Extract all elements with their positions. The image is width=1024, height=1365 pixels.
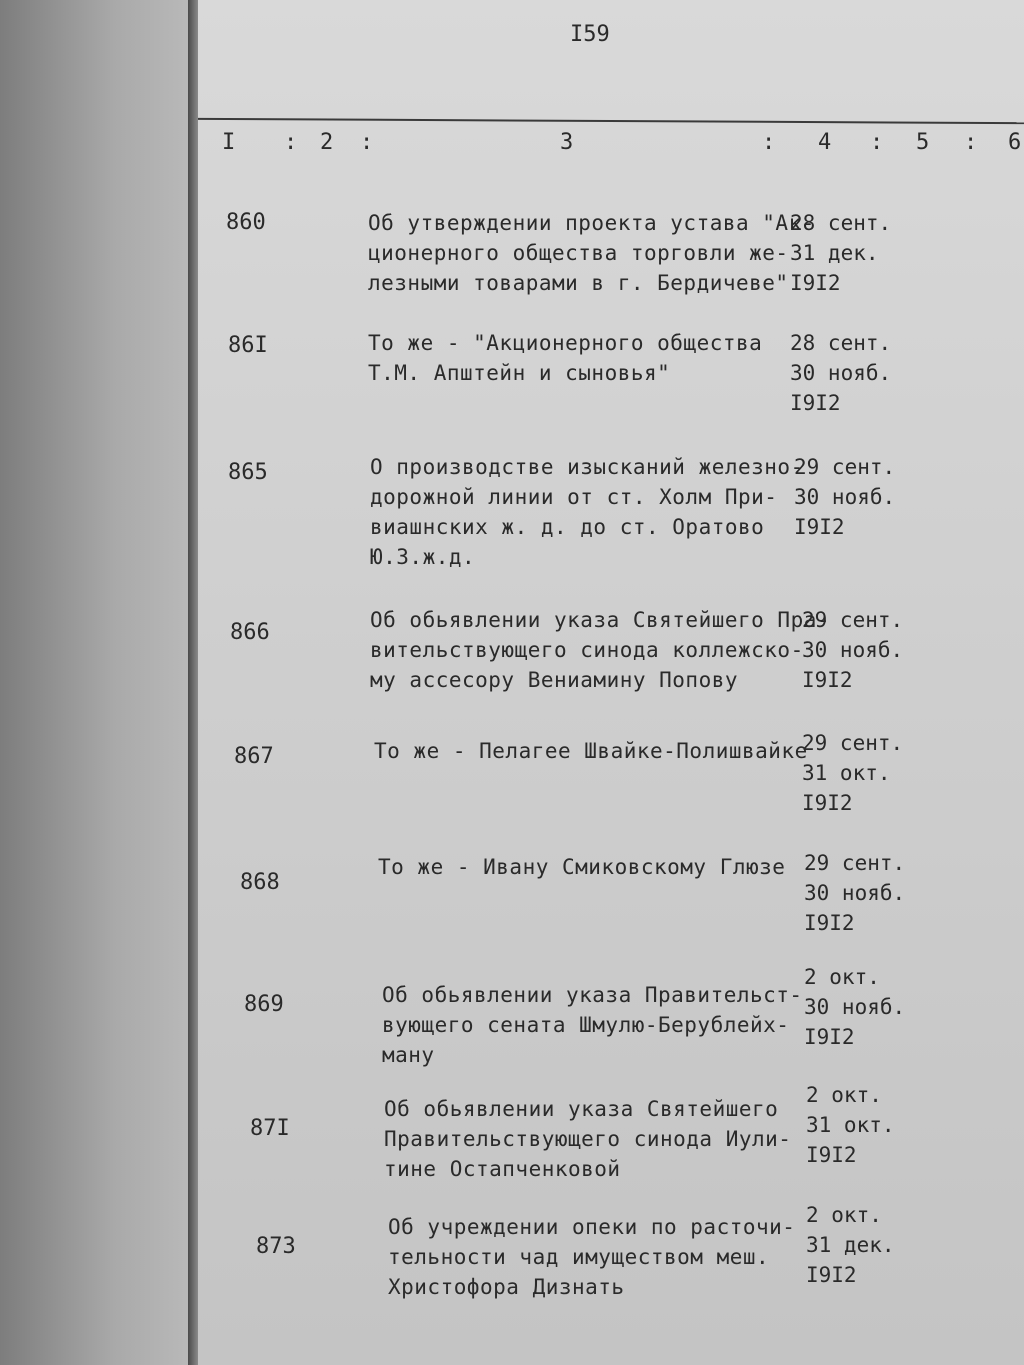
entry-dates: 2 окт. 30 нояб. I9I2 [804,965,906,1049]
entry-title: Об обьявлении указа Святейшего Правительствующего синода Иули- тине Остапченковой [384,1097,792,1181]
entry-dates: 29 сент. 31 окт. I9I2 [802,731,904,815]
entry-title: О производстве изысканий железно- дорожной линии от ст. Холм При- виашнских ж. д. до ст. Оратово Ю.З.ж.д. [370,455,804,569]
entry-dates: 28 сент. 30 нояб. I9I2 [790,331,892,415]
column-separator: : [964,130,978,155]
entry-number: 873 [256,1234,296,1259]
entry-dates: 28 сент. 31 дек. I9I2 [790,211,892,295]
facing-page [0,0,190,1365]
entry-number: 867 [234,744,274,769]
entry-title: Об учреждении опеки по расточи- тельности чад имуществом меш. Христофора Дизнать [388,1215,796,1299]
column-header: 3 [560,130,574,155]
entry-dates: 29 сент. 30 нояб. I9I2 [802,608,904,692]
entry-dates: 2 окт. 31 окт. I9I2 [806,1083,895,1167]
entry-title: То же - "Акционерного общества Т.М. Апштейн и сыновья" [368,331,763,385]
page-number: I59 [570,22,610,47]
header-rule [198,118,1024,124]
column-header: 6 [1008,130,1022,155]
entry-dates: 29 сент. 30 нояб. I9I2 [794,455,896,539]
entry-dates: 29 сент. 30 нояб. I9I2 [804,851,906,935]
entry-number: 866 [230,620,270,645]
column-separator: : [284,130,298,155]
entry-number: 868 [240,870,280,895]
column-separator: : [870,130,884,155]
entry-title: Об обьявлении указа Правительст- вующего сената Шмулю-Берублейх- ману [382,983,803,1067]
column-header: 4 [818,130,832,155]
column-separator: : [360,130,374,155]
column-header: 5 [916,130,930,155]
entry-number: 869 [244,992,284,1017]
entry-dates: 2 окт. 31 дек. I9I2 [806,1203,895,1287]
column-header: I [222,130,236,155]
entry-number: 87I [250,1116,290,1141]
entry-title: То же - Пелагее Швайке-Полишвайке [374,739,808,763]
book-gutter [188,0,198,1365]
entry-number: 865 [228,460,268,485]
entry-number: 86I [228,333,268,358]
column-header: 2 [320,130,334,155]
entry-number: 860 [226,210,266,235]
column-separator: : [762,130,776,155]
entry-title: Об утверждении проекта устава "Ак- ционерного общества торговли же- лезными товарами в г. Бердичеве" [368,211,815,295]
entry-title: Об обьявлении указа Святейшего Пра- вительствующего синода коллежско- му ассесору Вениамину Попову [370,608,831,692]
entry-title: То же - Ивану Смиковскому Глюзе [378,855,786,879]
document-page [198,0,1024,1365]
